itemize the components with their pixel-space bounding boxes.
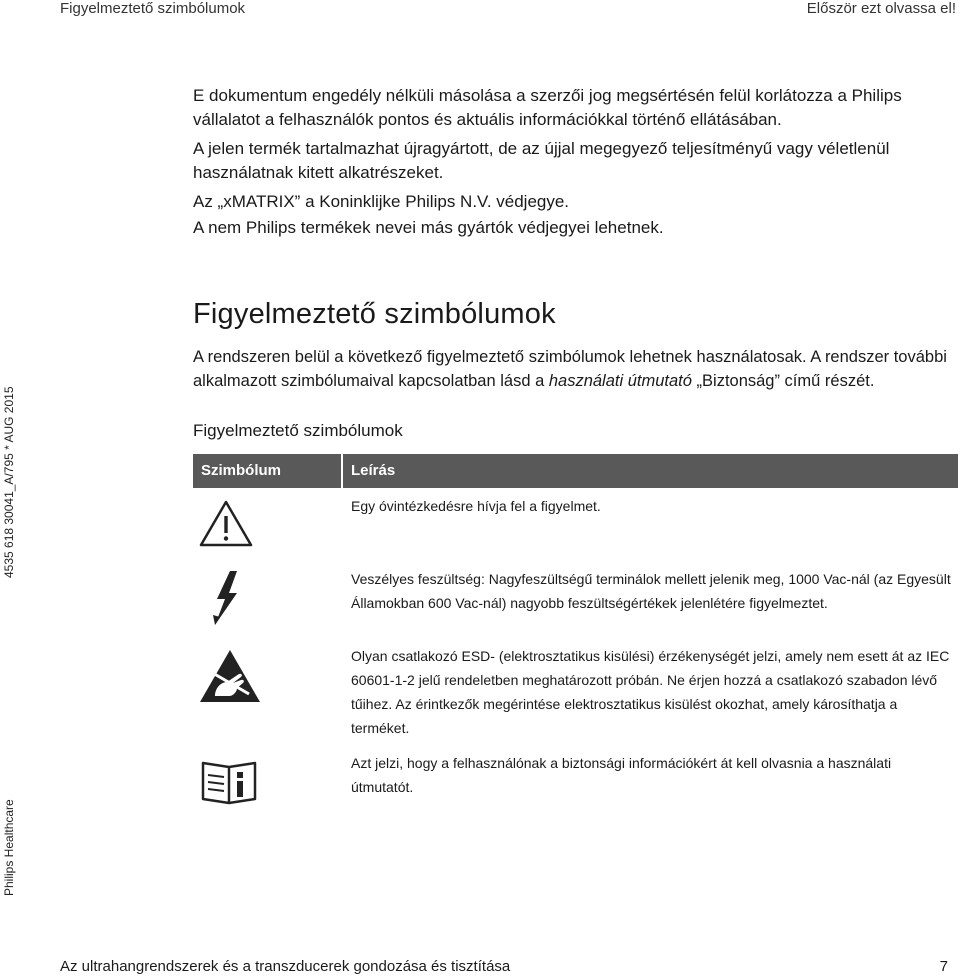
section-title: Figyelmeztető szimbólumok (193, 298, 556, 330)
intro-copyright: E dokumentum engedély nélküli másolása a szerzői jog megsértésén felül korlátozza a Philips vállalatot a felhasználók pontos és aktuális információkkal történő ellátásában. (193, 86, 902, 129)
side-document-code: 4535 618 30041_A/795 * AUG 2015 (2, 386, 16, 578)
header-symbol: Szimbólum (201, 462, 282, 479)
read-instructions-icon (193, 751, 333, 821)
footer-manual-title: Az ultrahangrendszerek és a transzducerek gondozása és tisztítása (60, 958, 511, 975)
side-company-name: Philips Healthcare (2, 799, 16, 896)
header-separator (341, 454, 343, 488)
page-number: 7 (939, 958, 948, 975)
section-description (193, 345, 953, 393)
esd-sensitive-icon (193, 644, 333, 714)
high-voltage-icon (193, 567, 333, 637)
row-description: Egy óvintézkedésre hívja fel a figyelmet. (351, 498, 601, 514)
desc-italic-manual: használati útmutató (548, 372, 692, 390)
header-description: Leírás (351, 462, 396, 479)
intro-refurbished: A jelen termék tartalmazhat újragyártott, de az újjal megegyező teljesítményű vagy véletlenül használatnak kitett alkatrészeket. (193, 139, 890, 182)
row-description: Olyan csatlakozó ESD- (elektrosztatikus kisülési) érzékenységét jelzi, amely nem esett át az IEC 60601-1-2 jelű rendeletben meghatározott próbán. Ne érjen hozzá a csatlakozó szabadon lévő tűihez. Az érintkezők megérintése elektrosztatikus kisülést okozhat, amely károsíthatja a terméket. (351, 648, 950, 736)
warning-triangle-icon (193, 494, 333, 564)
intro-other-trademarks: A nem Philips termékek nevei más gyártók védjegyei lehetnek. (193, 218, 664, 237)
desc-part-b: „Biztonság” című részét. (691, 372, 875, 390)
header-section-title: Figyelmeztető szimbólumok (60, 0, 246, 17)
table-header (193, 454, 958, 488)
symbols-table (193, 454, 958, 795)
row-description: Veszélyes feszültség: Nagyfeszültségű terminálok mellett jelenik meg, 1000 Vac-nál (az Egyesült Államokban 600 Vac-nál) nagyobb feszültségértékek jelenlétére figyelmeztet. (351, 571, 951, 611)
row-description: Azt jelzi, hogy a felhasználónak a biztonsági információkért át kell olvasnia a használati útmutatót. (351, 755, 892, 795)
table-title: Figyelmeztető szimbólumok (193, 421, 403, 440)
intro-block (193, 84, 953, 245)
intro-trademark: Az „xMATRIX” a Koninklijke Philips N.V. védjegye. (193, 192, 570, 211)
desc-part-a: A rendszeren belül a következő figyelmeztető szimbólumok lehetnek használatosak. A rendszer további alkalmazott szimbólumaival kapcsolatban lásd a (193, 348, 947, 390)
page-header (0, 0, 960, 22)
header-read-first: Először ezt olvassa el! (806, 0, 956, 17)
